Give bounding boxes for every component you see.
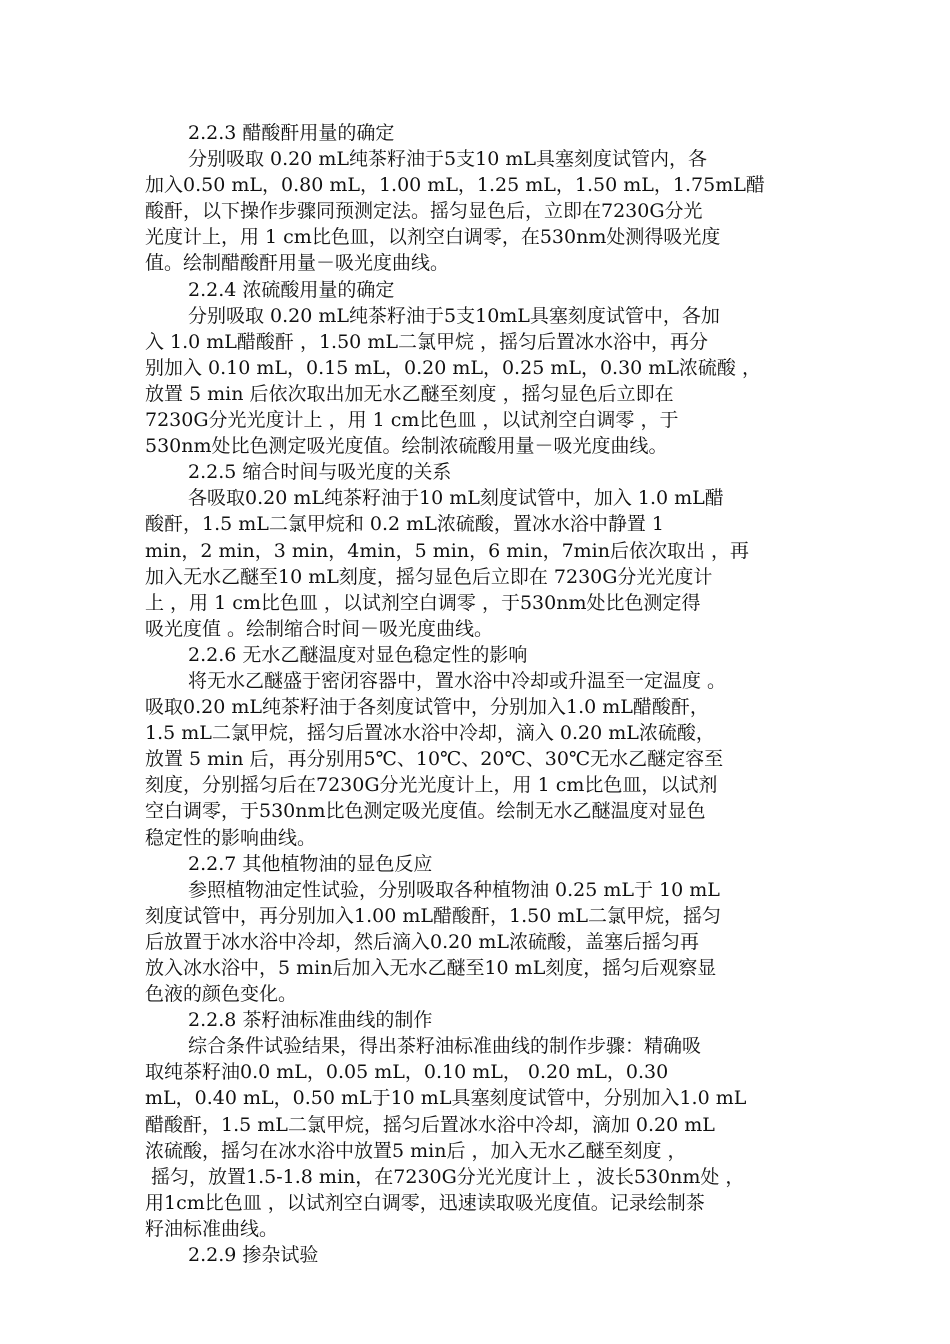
text-line: 各吸取0.20 mL纯茶籽油于10 mL刻度试管中，加入 1.0 mL醋 <box>188 487 724 510</box>
text-line: 吸取0.20 mL纯茶籽油于各刻度试管中，分别加入1.0 mL醋酸酐， <box>145 696 709 719</box>
text-line: 放置 5 min 后，再分别用5℃、10℃、20℃、30℃无水乙醚定容至 <box>145 748 724 771</box>
section-heading: 2.2.7 其他植物油的显色反应 <box>188 852 433 875</box>
text-line: mL，0.40 mL，0.50 mL于10 mL具塞刻度试管中，分别加入1.0 mL <box>145 1087 747 1110</box>
section-heading: 2.2.3 醋酸酐用量的确定 <box>188 122 395 144</box>
text-line: 综合条件试验结果，得出茶籽油标准曲线的制作步骤：精确吸 <box>188 1035 702 1058</box>
text-line: 参照植物油定性试验，分别吸取各种植物油 0.25 mL于 10 mL <box>188 878 720 901</box>
text-line: 7230G分光光度计上 ，用 1 cm比色皿 ，以试剂空白调零 ，于 <box>145 409 679 432</box>
text-line: 酸酐，1.5 mL二氯甲烷和 0.2 mL浓硫酸，置冰水浴中静置 1 <box>145 513 664 536</box>
text-line: 刻度，分别摇匀后在7230G分光光度计上，用 1 cm比色皿，以试剂 <box>145 774 718 797</box>
text-line: 刻度试管中，再分别加入1.00 mL醋酸酐，1.50 mL二氯甲烷，摇匀 <box>145 904 721 927</box>
text-line: 浓硫酸，摇匀在冰水浴中放置5 min后 ，加入无水乙醚至刻度 ， <box>145 1139 687 1162</box>
text-line: 别加入 0.10 mL，0.15 mL，0.20 mL，0.25 mL，0.30 mL浓硫酸 ， <box>145 356 761 379</box>
text-line: 分别吸取 0.20 mL纯茶籽油于5支10 mL具塞刻度试管内，各 <box>188 148 707 171</box>
text-line: 取纯茶籽油0.0 mL，0.05 mL，0.10 mL， 0.20 mL，0.30 <box>145 1061 669 1084</box>
section-heading: 2.2.4 浓硫酸用量的确定 <box>188 278 395 301</box>
text-line: 入 1.0 mL醋酸酐 ，1.50 mL二氯甲烷 ，摇匀后置冰水浴中，再分 <box>145 330 708 353</box>
text-line: 后放置于冰水浴中冷却，然后滴入0.20 mL浓硫酸，盖塞后摇匀再 <box>145 930 699 953</box>
text-line: 1.5 mL二氯甲烷，摇匀后置冰水浴中冷却，滴入 0.20 mL浓硫酸， <box>145 722 715 745</box>
text-line: 530nm处比色测定吸光度值。绘制浓硫酸用量－吸光度曲线。 <box>145 435 668 458</box>
text-line: 稳定性的影响曲线。 <box>145 826 317 849</box>
text-line: 摇匀，放置1.5-1.8 min，在7230G分光光度计上 ，波长530nm处 ， <box>145 1165 745 1188</box>
section-heading: 2.2.9 掺杂试验 <box>188 1244 319 1267</box>
text-line: 值。绘制醋酸酐用量－吸光度曲线。 <box>145 252 450 275</box>
text-line: 放置 5 min 后依次取出加无水乙醚至刻度 ，摇匀显色后立即在 <box>145 382 674 405</box>
text-line: 加入0.50 mL，0.80 mL，1.00 mL，1.25 mL，1.50 mL，1.75mL醋 <box>145 174 765 197</box>
text-line: 上 ，用 1 cm比色皿 ，以试剂空白调零 ，于530nm处比色测定得 <box>145 591 701 614</box>
text-line: 分别吸取 0.20 mL纯茶籽油于5支10mL具塞刻度试管中，各加 <box>188 304 720 327</box>
text-line: 将无水乙醚盛于密闭容器中，置水浴中冷却或升温至一定温度 。 <box>188 669 727 692</box>
text-line: 用1cm比色皿 ，以试剂空白调零，迅速读取吸光度值。记录绘制茶 <box>145 1191 705 1214</box>
section-heading: 2.2.6 无水乙醚温度对显色稳定性的影响 <box>188 643 528 666</box>
text-line: 加入无水乙醚至10 mL刻度，摇匀显色后立即在 7230G分光光度计 <box>145 565 713 588</box>
text-line: 色液的颜色变化。 <box>145 983 298 1006</box>
text-line: 籽油标准曲线。 <box>145 1217 279 1240</box>
text-line: 放入冰水浴中，5 min后加入无水乙醚至10 mL刻度，摇匀后观察显 <box>145 957 717 979</box>
text-line: 醋酸酐，1.5 mL二氯甲烷，摇匀后置冰水浴中冷却，滴加 0.20 mL <box>145 1113 715 1136</box>
text-line: 酸酐，以下操作步骤同预测定法。摇匀显色后，立即在7230G分光 <box>145 200 703 223</box>
text-line: 光度计上，用 1 cm比色皿，以剂空白调零，在530nm处测得吸光度 <box>145 226 721 249</box>
section-heading: 2.2.5 缩合时间与吸光度的关系 <box>188 461 452 484</box>
text-line: min，2 min，3 min，4min，5 min，6 min，7min后依次取出 ，再 <box>145 539 750 562</box>
text-line: 吸光度值 。绘制缩合时间－吸光度曲线。 <box>145 617 494 640</box>
section-heading: 2.2.8 茶籽油标准曲线的制作 <box>188 1009 433 1032</box>
text-line: 空白调零，于530nm比色测定吸光度值。绘制无水乙醚温度对显色 <box>145 800 706 823</box>
document-body <box>145 120 810 1268</box>
